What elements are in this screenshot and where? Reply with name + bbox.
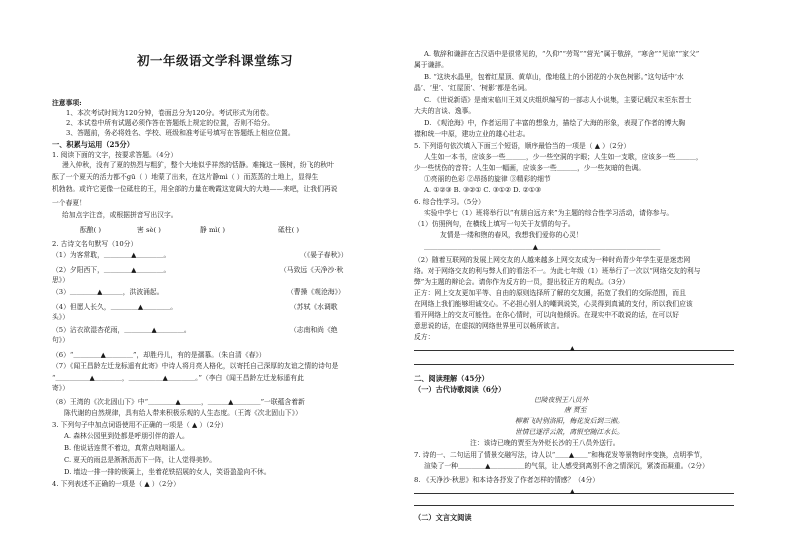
passage-line: 意思说的话，在虚拟的网络世界里可以畅所欲言。 bbox=[414, 322, 564, 330]
option-b[interactable]: B. “这块水晶里，包着红屋顶、黄草山，像地毯上的小团花的小灰色树影。”这句话中‘水 bbox=[424, 73, 684, 81]
option-d[interactable]: D. 墙边一排一排的锁簧上，坐着花铁招展的女人，笑语盈盈向不休。 bbox=[64, 468, 271, 476]
answer-marker: ▲ bbox=[570, 345, 575, 352]
option-line: 大夫的言谈、逸事。 bbox=[414, 107, 476, 115]
question-stem: 2. 古诗文名句默写（10分） bbox=[52, 240, 138, 248]
option-a[interactable]: A. 敬辞和谦辞在古汉语中是很常见的，“久仰”“劳驾”“营光”属于敬辞，“寒舍”“见谅”“家父” bbox=[424, 50, 700, 58]
option-c[interactable]: C. 夏天的雨总是淅淅沥沥下一阵，让人觉得美妙。 bbox=[64, 456, 217, 464]
recite-line[interactable]: （5）沾衣欲湿杏花雨，＿＿＿＿▲＿＿＿＿。 bbox=[52, 326, 191, 334]
passage-line: 正方：网上交友更加平等、自由的原则选择所了解的交友圈，拓宽了我们的交际范围，而且 bbox=[414, 289, 686, 297]
answer-blank[interactable]: 砥柱( ) bbox=[278, 226, 300, 234]
option-a[interactable]: A. 森林公园里到处都是呼朋引伴的游人。 bbox=[64, 432, 189, 440]
passage-line: 机勃勃。或许它更像一位砥柱的王，用全部的力量在晚霞这宽阔大的大地——来吧，让我们再说 bbox=[52, 185, 338, 193]
section-heading: 二、阅读理解（45分） bbox=[414, 374, 489, 383]
answer-label: 反方： bbox=[414, 333, 435, 341]
recite-line[interactable]: （6）“＿＿＿＿▲＿＿＿＿”，却胜丹儿，有的是孺慕。（朱自清《春》） bbox=[52, 351, 266, 359]
answer-blank[interactable]: 害 sè( ) bbox=[137, 226, 161, 234]
passage-line: 一个春夏！ bbox=[52, 199, 86, 207]
recite-line[interactable]: （1）为客常耽，＿＿＿＿▲＿＿＿＿。 bbox=[52, 251, 171, 259]
answer-blank[interactable]: 静 mì( ) bbox=[200, 226, 226, 234]
recite-source: 头》） bbox=[52, 313, 69, 321]
recite-line[interactable]: “＿＿＿＿＿▲＿＿＿＿，＿＿＿＿＿▲＿＿＿＿。”（李白《闻王昌龄左迁龙标遥有此 bbox=[52, 374, 304, 382]
question-stem: 7. 诗的一、二句运用了情景交融写法，诗人以“＿＿▲＿＿”和梅花发等景物时序变换，点明季节， bbox=[414, 451, 707, 459]
passage-line: 实验中学七（1）班将举行以“有朋自远方来”为主题的综合性学习活动，请你参与。 bbox=[424, 209, 674, 217]
subsection-heading: （二）文言文阅读 bbox=[414, 513, 472, 522]
example-sentence: 友情是一缕和煦的春风，我想我们爱你的心灵！ bbox=[440, 231, 583, 239]
passage-line: （2）随着互联网的发展上网交友的人越来越多上网交友成为一种时尚青少年学生更是迷恋网 bbox=[414, 256, 691, 264]
question-stem: 6. 综合性学习。（5分） bbox=[414, 198, 485, 206]
passage-line: 在网络上我们能够坦诚交心。不必担心别人的嘲讽说笑，心灵得到真诚的支付，所以我们应该 bbox=[414, 300, 693, 308]
poem-line: 世情已逐浮云散，离恨空随江水长。 bbox=[515, 428, 624, 436]
passage-line: 人生如一本书，应该多一些＿＿＿，少一些空洞的字眼；人生如一支歌，应该多一些＿＿＿， bbox=[424, 153, 703, 161]
instruction: 给加点字注音，或根据拼音写出汉字。 bbox=[62, 211, 178, 219]
note-item: 2、本试卷中所有试题必须作答在答题纸上规定的位置，否则不给分。 bbox=[66, 119, 275, 127]
option-line: 襟和统一中原，建功立业的雄心壮志。 bbox=[414, 130, 530, 138]
option-line: 晶’、‘里’、‘红屋顶’、‘树影’都是名词。 bbox=[414, 84, 532, 92]
subsection-heading: （一）古代诗歌阅读（6分） bbox=[414, 385, 506, 394]
question-stem: 渲染了一种＿＿＿＿▲＿＿＿＿＿的气氛，让人感受到离别不舍之情深沉，紧凑而凝重。（2分） bbox=[424, 462, 709, 470]
recite-source: （马致远《天净沙·秋 bbox=[280, 266, 344, 274]
recite-source: 句》） bbox=[52, 336, 69, 344]
recite-line[interactable]: （2）夕阳西下，＿＿＿＿▲＿＿＿＿。 bbox=[52, 266, 171, 274]
poem-title: 巴陵夜别王八员外 bbox=[534, 396, 589, 404]
option-b[interactable]: B. 他说话连贯不着边，真常点咄咄逼人。 bbox=[64, 444, 189, 452]
option-c[interactable]: C. 《世说新语》是南宋临川王刘义庆组织编写的一部志人小说集，主要记载汉末至东晋士 bbox=[424, 96, 692, 104]
answer-rule[interactable] bbox=[414, 364, 734, 365]
passage-line: 络。对于网络交友的利与弊人们的看法不一。为此七年级（1）班举行了一次以“网络交友的利与 bbox=[414, 267, 701, 275]
passage-line: 看开网络上的交友可能性。在你心情时，可以向他倾诉。在现实中不敢说的话，在可以好 bbox=[414, 311, 680, 319]
recite-source: （苏轼《水调歌 bbox=[290, 303, 338, 311]
notes-heading: 注意事项: bbox=[52, 99, 82, 107]
recite-source: （志南和尚《绝 bbox=[290, 326, 338, 334]
choice-items: ①亮丽的色彩 ②昂扬的旋律 ③精彩的细节 bbox=[424, 175, 551, 183]
passage-line: 漫入仲秋，没有了夏的热烈与粗犷，整个大地似乎祥然的恬静。难掩这一簇树，纷飞的秋叶 bbox=[62, 161, 334, 169]
poem-note: 注：该诗已晚的贾至为外贬长沙的王八员外送行。 bbox=[470, 439, 620, 447]
recite-source: （《晏子春秋》） bbox=[300, 251, 348, 259]
poem-author: 唐 贾至 bbox=[564, 406, 587, 414]
poem-line: 柳絮飞时别洛阳，梅花发后到三湘。 bbox=[515, 417, 624, 425]
recite-line[interactable]: （8）王湾的《次北固山下》中“＿＿＿＿▲＿＿＿，＿＿＿▲＿＿＿＿”一联蕴含着新 bbox=[52, 398, 305, 406]
note-item: 3、答题前，务必将姓名、学校、班级和准考证号填写在答题纸上相应位置。 bbox=[66, 129, 295, 137]
question-stem: 5. 下列语句依次填入下面三个短语，顺序最恰当的一项是（ ▲ ）（2分） bbox=[414, 142, 631, 150]
recite-line: （7）《闻王昌龄左迁龙标遥有此寄》中诗人将月亮人格化，以寄托自己深厚的友谊之情的诗句是 bbox=[52, 362, 339, 370]
answer-rule[interactable] bbox=[414, 505, 734, 506]
question-stem: 4. 下列表述不正确的一项是（ ▲ ）（2分） bbox=[52, 480, 180, 488]
choice-options[interactable]: A. ①②③ B. ③②① C. ③①② D. ②①③ bbox=[424, 186, 541, 194]
answer-blank[interactable]: 酝酿( ) bbox=[80, 226, 102, 234]
passage-line: 少一些忧伤的音符；人生如一幅画，应该多一些＿＿＿，少一些灰暗的色调。 bbox=[414, 164, 646, 172]
recite-line: 陈代谢的自然规律，具有给人带来积极乐观的人生态度。（王湾《次北固山下》） bbox=[64, 409, 302, 417]
passage-line: 酝了一个夏天的活力都不gū（ ）地蒙了出来，在这片静mì（ ）而蒸蒸的土地上，显得生 bbox=[52, 173, 319, 181]
recite-line[interactable]: （3）＿＿＿＿▲＿＿＿，洪波涌起。 bbox=[52, 288, 164, 296]
passage-line: 弊”为主题的辩论会。请你作为反方的一员，提出驳正方的观点。（3分） bbox=[414, 278, 630, 286]
section-heading: 一、积累与运用（25分） bbox=[52, 140, 134, 149]
question-stem: 1. 阅读下面的文字，按要求答题。（4分） bbox=[52, 151, 178, 159]
recite-source: 寄》） bbox=[52, 384, 69, 392]
page-title: 初一年级语文学科课堂练习 bbox=[137, 53, 294, 68]
note-item: 1、本次考试时间为120分钟，卷面总分为120分。考试形式为闭卷。 bbox=[66, 109, 273, 117]
answer-line[interactable]: ＿＿＿＿＿＿＿＿＿＿＿＿＿＿＿＿▲＿＿＿＿＿＿＿＿＿＿＿＿＿＿＿＿＿＿ bbox=[424, 243, 661, 251]
recite-source: （曹操《观沧海》） bbox=[287, 288, 345, 296]
answer-marker: ▲ bbox=[570, 488, 575, 495]
question-stem: 3. 下列句子中加点词语使用不正确的一项是（ ▲ ）（2分） bbox=[52, 421, 228, 429]
recite-source: 思》） bbox=[52, 276, 69, 284]
option-line: 属于谦辞。 bbox=[414, 61, 448, 69]
option-d[interactable]: D. 《观沧海》中，作者运用了丰富的想象力，描绘了大海的形象，表现了作者的博大胸 bbox=[424, 119, 686, 127]
recite-line[interactable]: （4）但愿人长久，＿＿＿＿▲＿＿＿＿。 bbox=[52, 303, 178, 311]
question-stem: 8. 《天净沙·秋思》和本诗各抒发了作者怎样的情感？（4分） bbox=[414, 476, 600, 484]
passage-line: （1）仿照例句，在横线上填写一句关于友情的句子。 bbox=[414, 220, 575, 228]
